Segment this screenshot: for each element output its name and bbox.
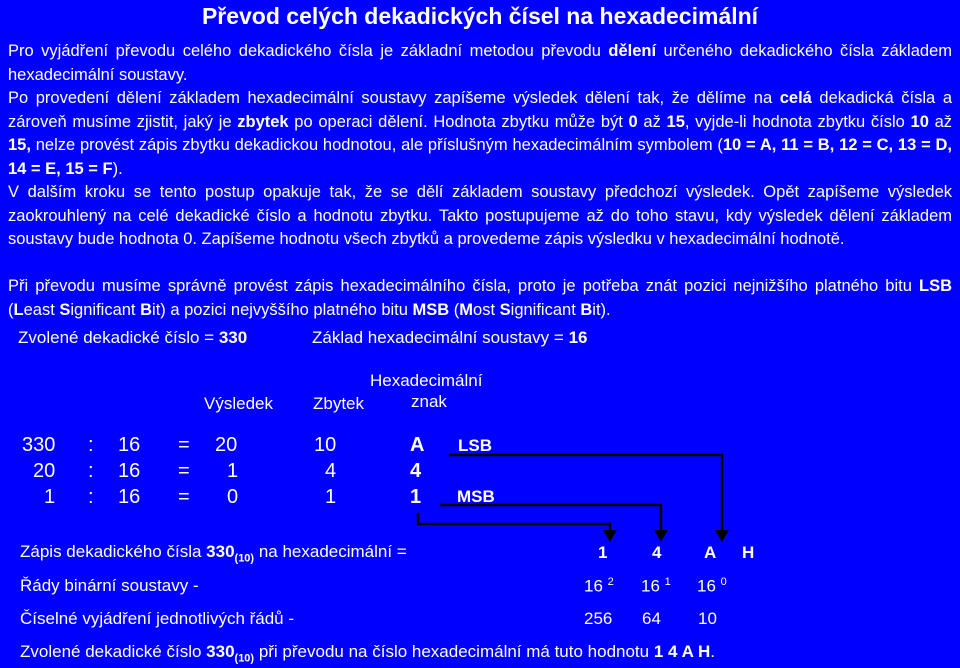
text: ( [8,300,14,319]
order-item-1 [584,576,614,597]
text: Pro vyjádření převodu celého dekadického čísla je základní metodou převodu [8,42,609,60]
msb-label: MSB [457,487,495,506]
bold-text: L [13,300,24,319]
text: it) a pozici nejvyššího platného bitu [152,300,413,319]
arrow-lsb-to-third-digit [450,455,722,532]
header-hex-line1: Hexadecimální [370,371,483,390]
notation-subscript: (10) [234,552,255,565]
bold-text: 15, [8,136,31,154]
row-2-result: 0 [227,486,239,508]
order-base: 16 [584,576,603,596]
row-0-result: 20 [215,434,238,456]
row-0-dividend: 330 [22,434,56,456]
row-2-divisor: 16 [118,486,141,508]
base-value: 16 [568,328,588,347]
text: , vyjde-li hodnota zbytku číslo [684,112,911,131]
bold-text: 10 = A, 11 = B, 12 = C, 13 = D, 14 = E, 15 = F [8,136,952,178]
row-0-remainder: 10 [314,434,337,456]
text: Při převodu musíme správně provést zápis hexadecimálního čísla, proto je potřeba znát pozici nejnižšího platného bitu [8,277,919,295]
bold-text: 15 [666,112,685,131]
bold-text: celá [779,89,812,107]
row-1-result: 1 [227,460,239,482]
row-1-eq: = [178,460,190,482]
text: ). [112,159,123,178]
text: až [928,112,953,131]
arrowhead-2 [654,530,668,542]
orders-label: Řády binární soustavy - [20,576,199,595]
bold-text: B [140,300,153,319]
final-text: Zvolené dekadické číslo [20,642,207,661]
value-item-2: 64 [642,609,661,628]
final-text: při převodu na číslo hexadecimální má tuto hodnotu [254,642,654,661]
notation-label-end: na hexadecimální = [254,542,407,561]
final-statement [20,642,715,664]
chosen-number-value: 330 [218,328,248,347]
text: ost [473,300,500,319]
header-result: Výsledek [204,394,273,413]
bold-text: dělení [608,42,657,60]
arrow-second-to-second-digit [441,505,661,532]
row-2-dividend: 1 [44,486,56,508]
bold-text: S [59,300,71,319]
final-period: . [710,642,715,661]
row-1-op: : [88,460,94,482]
order-exponent: 0 [720,576,727,588]
final-subscript: (10) [234,652,255,665]
page-title: Převod celých dekadických čísel na hexadecimální [201,3,759,29]
bold-text: 0 [628,112,638,131]
text: až [637,112,667,131]
row-2-op: : [88,486,94,508]
bold-text: MSB [412,300,450,319]
row-2-remainder: 1 [325,486,337,508]
row-0-op: : [88,434,94,456]
row-1-dividend: 20 [33,460,56,482]
arrowhead-1 [603,530,617,542]
text: it). [592,300,611,319]
value-item-3: 10 [698,609,717,628]
values-label: Číselné vyjádření jednotlivých řádů - [20,609,295,628]
header-hex-line2: znak [411,392,447,411]
arrowhead-3 [715,530,729,542]
row-2-eq: = [178,486,190,508]
base-label: Základ hexadecimální soustavy = [312,328,569,347]
row-1-divisor: 16 [118,460,141,482]
lsb-label: LSB [458,436,492,455]
hex-suffix: H [742,543,755,562]
order-exponent: 1 [664,576,671,588]
row-0-hex: A [410,434,425,456]
header-remainder: Zbytek [313,394,365,413]
order-exponent: 2 [607,576,614,588]
notation-label: Zápis dekadického čísla [20,542,207,561]
bold-text: M [459,300,474,319]
bold-text: zbytek [237,112,289,131]
order-base: 16 [697,576,716,596]
bold-text: LSB [919,277,952,295]
final-number: 330 [206,642,235,661]
text: east [23,300,60,319]
order-item-3 [697,576,727,597]
chosen-number-label: Zvolené dekadické číslo = [18,328,219,347]
text: Po provedení dělení základem hexadecimální soustavy zapíšeme výsledek dělení tak, že dělíme na [8,89,780,107]
value-item-1: 256 [584,609,613,628]
hex-digit-3: A [704,543,717,562]
order-item-2 [641,576,671,597]
final-hex-value: 1 4 A H [653,642,711,661]
text: ( [449,300,460,319]
text: ignificant [510,300,581,319]
row-0-divisor: 16 [118,434,141,456]
repeat-paragraph: V dalším kroku se tento postup opakuje tak, že se dělí základem soustavy předchozí výsledek. Opět zapíšeme výsledek zaokrouhlený na celé dekadické číslo a hodnotu zbytku. Takto postupujeme až do toho stavu, kdy výsledek dělení základem soustavy bude hodnota 0. Zapíšeme hodnotu všech zbytků a provedeme zápis výsledku v hexadecimální hodnotě. [8,183,952,248]
hex-digit-1: 1 [598,543,608,562]
text: po operaci dělení. Hodnota zbytku může být [288,112,629,131]
row-1-remainder: 4 [325,460,337,482]
hex-digit-2: 4 [652,543,662,562]
row-0-eq: = [178,434,190,456]
arrow-msb-to-first-digit [418,514,610,532]
bold-text: S [499,300,511,319]
text: určeného dekadického čísla základem hexadecimální soustavy. [8,42,952,84]
text: dekadická čísla a zároveň musíme zjistit, jaký je [8,89,952,131]
bold-text: 10 [910,112,929,131]
notation-line [20,542,407,564]
bold-text: B [580,300,593,319]
text: ignificant [70,300,141,319]
text: nelze provést zápis zbytku dekadickou hodnotou, ale příslušným hexadecimálním symbolem ( [30,136,723,154]
order-base: 16 [641,576,660,596]
notation-number: 330 [206,542,235,561]
row-2-hex: 1 [410,486,422,508]
row-1-hex: 4 [410,460,422,482]
